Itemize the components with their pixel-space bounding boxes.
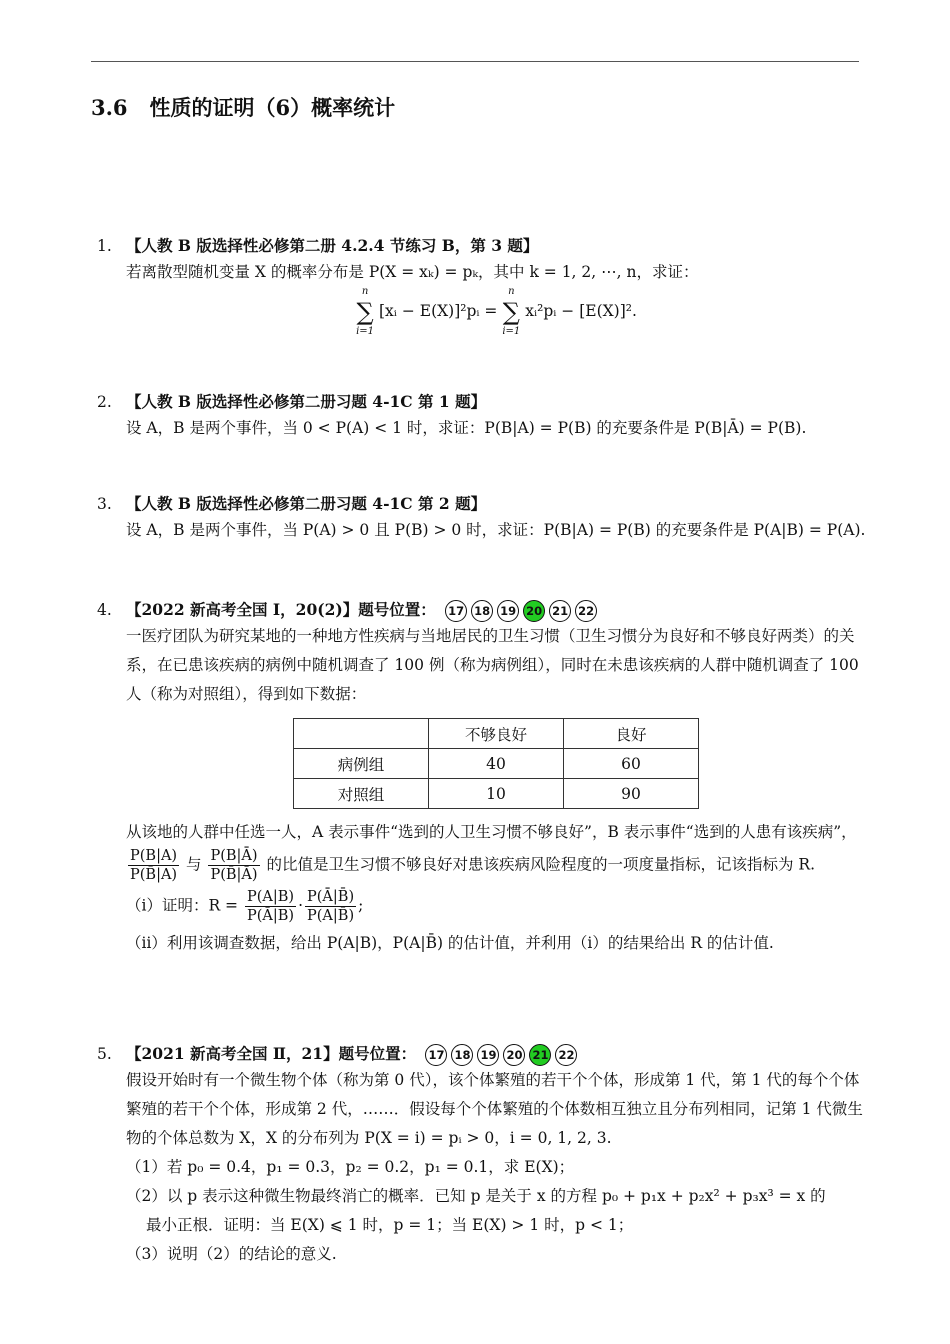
problem-2-heading (97, 390, 867, 414)
table-header-cell (294, 719, 429, 749)
formula-left: [xᵢ − E(X)]²pᵢ = (379, 302, 498, 320)
formula-right: xᵢ²pᵢ − [E(X)]². (525, 302, 637, 320)
position-marker-18: 18 (451, 1044, 473, 1066)
problem-1-source: 【人教 B 版选择性必修第二册 4.2.4 节练习 B，第 3 题】 (126, 236, 539, 255)
problem-5-text: 假设开始时有一个微生物个体（称为第 0 代），该个体繁殖的若干个个体，形成第 1 代，第 1 代的每个个体繁殖的若干个个体，形成第 2 代，……．假设每个个体繁殖的个体数相互独立且分布列相同，记第 1 代微生物的个体总数为 X，X 的分布列为 P(X = i) = pᵢ > 0，i = 0, 1, 2, 3. (126, 1071, 863, 1147)
problem-5-q2a: （2）以 p 表示这种微生物最终消亡的概率．已知 p 是关于 x 的方程 p₀ + p₁x + p₂x² + p₃x³ = x 的 (126, 1187, 826, 1205)
problem-3-heading (97, 492, 867, 516)
table-header-row (294, 719, 699, 749)
sum-operator-right: n ∑ i=1 (502, 286, 521, 337)
problem-2-text: 设 A，B 是两个事件，当 0 < P(A) < 1 时，求证：P(B|A) = P(B) 的充要条件是 P(B|Ā) = P(B). (126, 419, 807, 437)
table-header-cell: 良好 (564, 719, 699, 749)
ratio-fraction-2: $\frac{P(B|Ā)}{P(B̄|Ā)}$ (210, 848, 258, 883)
problem-4-part-ii: （ⅱ）利用该调查数据，给出 P(A|B)，P(A|B̄) 的估计值，并利用（ⅰ）的结果给出 R 的估计值. (126, 934, 774, 952)
problem-3 (97, 492, 867, 545)
position-marker-19: 19 (477, 1044, 499, 1066)
section-number: 3.6 (91, 95, 128, 120)
problem-4-text: 一医疗团队为研究某地的一种地方性疾病与当地居民的卫生习惯（卫生习惯分为良好和不够良好两类）的关系，在已患该疾病的病例中随机调查了 100 例（称为病例组），同时在未患该疾病的人群中随机调查了 100 人（称为对照组），得到如下数据： (126, 627, 859, 703)
problem-5-source: 【2021 新高考全国 Ⅱ，21】题号位置： (126, 1044, 417, 1063)
problem-5-heading (97, 1042, 867, 1066)
table-cell: 40 (429, 749, 564, 779)
position-marker-20-highlighted: 20 (523, 600, 545, 622)
problem-1-formula (126, 285, 867, 343)
problem-5 (97, 1042, 867, 1269)
problem-5-index: 5. (97, 1045, 112, 1063)
position-marker-21: 21 (549, 600, 571, 622)
problem-4-heading (97, 598, 867, 622)
table-row (294, 779, 699, 809)
problem-2-source: 【人教 B 版选择性必修第二册习题 4-1C 第 1 题】 (126, 392, 487, 411)
problem-2 (97, 390, 867, 443)
position-marker-18: 18 (471, 600, 493, 622)
position-marker-19: 19 (497, 600, 519, 622)
problem-3-text: 设 A，B 是两个事件，当 P(A) > 0 且 P(B) > 0 时，求证：P(B|A) = P(B) 的充要条件是 P(A|B) = P(A). (126, 521, 866, 539)
position-marker-17: 17 (425, 1044, 447, 1066)
survey-table (293, 718, 699, 809)
problem-4-part-i: （ⅰ）证明：R = $\frac{P(A|B)}{P(Ā|B)}$ · $\frac{P(Ā|B̄)}{P(A|B̄)}$ ; (126, 889, 364, 924)
position-marker-22: 22 (575, 600, 597, 622)
part-i-fraction-1: $\frac{P(A|B)}{P(Ā|B)}$ (246, 889, 295, 924)
section-title-text: 性质的证明（6）概率统计 (149, 95, 396, 120)
problem-3-source: 【人教 B 版选择性必修第二册习题 4-1C 第 2 题】 (126, 494, 487, 513)
problem-5-q2b: 最小正根．证明：当 E(X) ⩽ 1 时，p = 1；当 E(X) > 1 时，p < 1； (146, 1216, 634, 1234)
section-title (91, 92, 395, 122)
position-marker-17: 17 (445, 600, 467, 622)
table-header-cell: 不够良好 (429, 719, 564, 749)
header-rule (91, 61, 859, 62)
problem-1-heading (97, 234, 867, 258)
problem-3-index: 3. (97, 495, 112, 513)
problem-5-q3: （3）说明（2）的结论的意义. (126, 1245, 337, 1263)
problem-4-definition: 从该地的人群中任选一人，A 表示事件“选到的人卫生习惯不够良好”，B 表示事件“选到的人患有该疾病”， $\frac{P(B|A)}{P(B̄|A)}$ 与 $\frac{P(B|Ā)}{P(B̄|Ā)}$ 的比值是卫生习惯不够良好对患该疾病风险程度的一项度量指标，记该指标为 R. (126, 823, 857, 883)
table-cell: 10 (429, 779, 564, 809)
problem-4 (97, 598, 867, 952)
position-marker-22: 22 (555, 1044, 577, 1066)
table-row (294, 749, 699, 779)
part-i-fraction-2: $\frac{P(Ā|B̄)}{P(A|B̄)}$ (307, 889, 355, 924)
problem-1 (97, 234, 867, 343)
position-marker-20: 20 (503, 1044, 525, 1066)
problem-5-q1: （1）若 p₀ = 0.4，p₁ = 0.3，p₂ = 0.2，p₁ = 0.1，求 E(X)； (126, 1158, 575, 1176)
table-cell: 病例组 (294, 749, 429, 779)
table-cell: 对照组 (294, 779, 429, 809)
table-cell: 90 (564, 779, 699, 809)
sum-operator-left: n ∑ i=1 (356, 286, 375, 337)
problem-1-text: 若离散型随机变量 X 的概率分布是 P(X = xₖ) = pₖ，其中 k = 1, 2, ⋯, n，求证： (126, 263, 699, 281)
table-cell: 60 (564, 749, 699, 779)
problem-2-index: 2. (97, 393, 112, 411)
problem-4-source: 【2022 新高考全国 Ⅰ，20(2)】题号位置： (126, 600, 436, 619)
problem-1-index: 1. (97, 237, 112, 255)
ratio-fraction-1: $\frac{P(B|A)}{P(B̄|A)}$ (130, 848, 178, 883)
position-marker-21-highlighted: 21 (529, 1044, 551, 1066)
problem-4-index: 4. (97, 601, 112, 619)
